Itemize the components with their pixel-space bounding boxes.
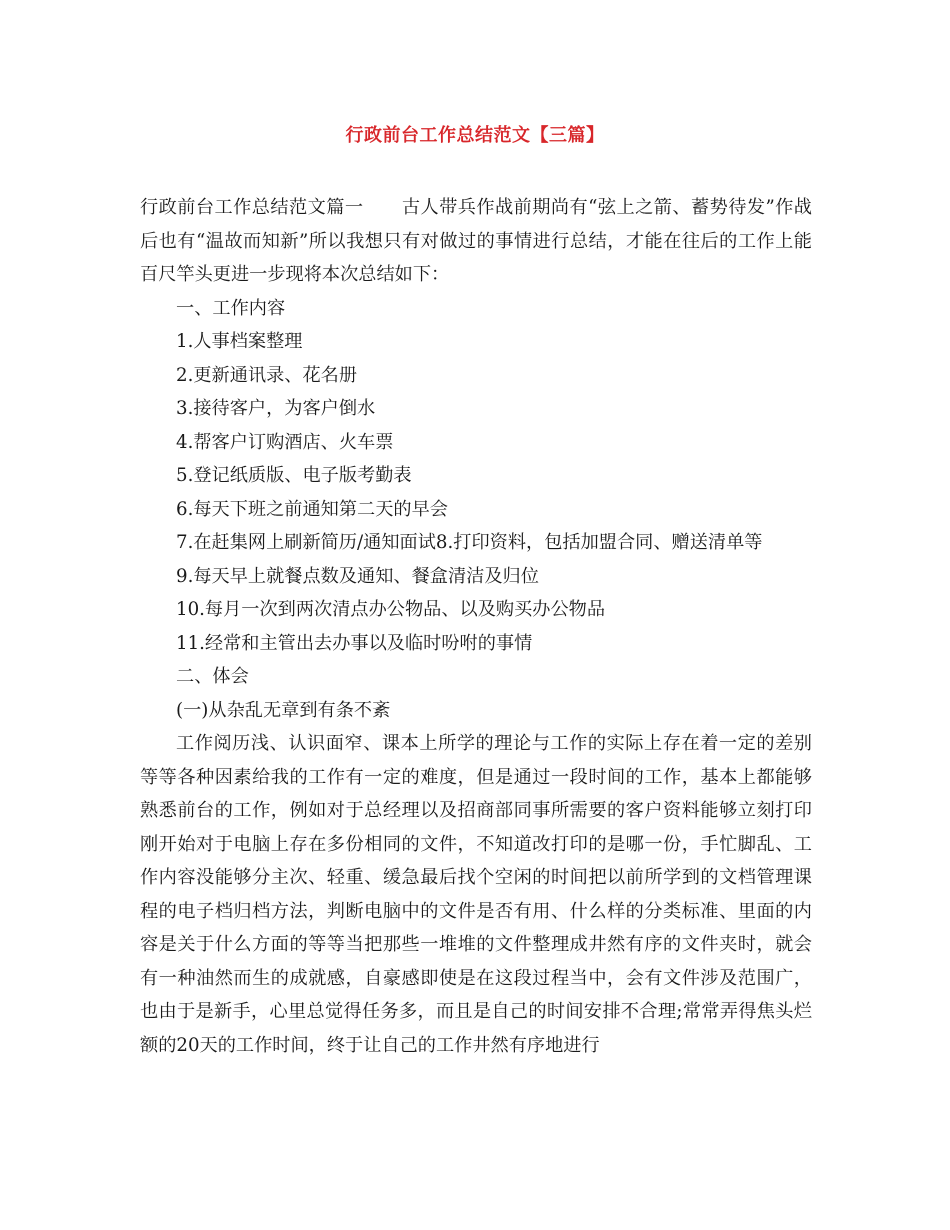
list-item: 3.接待客户，为客户倒水 [176, 398, 376, 419]
list-item: 10.每月一次到两次清点办公物品、以及购买办公物品 [176, 599, 606, 620]
list-item: 7.在赶集网上刷新简历/通知面试8.打印资料，包括加盟合同、赠送清单等 [176, 532, 763, 553]
document-body [140, 191, 812, 1062]
list-item: 4.帮客户订购酒店、火车票 [176, 431, 394, 453]
list-item: 11.经常和主管出去办事以及临时吩咐的事情 [176, 632, 533, 654]
intro-text: 古人带兵作战前期尚有“弦上之箭、蓄势待发”作战后也有“温故而知新”所以我想只有对做过的事情进行总结，才能在往后的工作上能百尺竿头更进一步现将本次总结如下： [140, 197, 812, 285]
intro-paragraph [140, 191, 812, 292]
list-item: 1.人事档案整理 [176, 331, 303, 352]
subsection-heading: (一)从杂乱无章到有条不紊 [176, 699, 391, 721]
intro-label: 行政前台工作总结范文篇一 [140, 197, 364, 218]
list-item: 6.每天下班之前通知第二天的早会 [176, 498, 448, 520]
section-heading-work-content: 一、工作内容 [176, 297, 286, 319]
body-paragraph: 工作阅历浅、认识面窄、课本上所学的理论与工作的实际上存在着一定的差别等等各种因素给我的工作有一定的难度，但是通过一段时间的工作，基本上都能够熟悉前台的工作，例如对于总经理以及招商部同事所需要的客户资料能够立刻打印刚开始对于电脑上存在多份相同的文件，不知道改打印的是哪一份，手忙脚乱、工作内容没能够分主次、轻重、缓急最后找个空闲的时间把以前所学到的文档管理课程的电子档归档方法，判断电脑中的文件是否有用、什么样的分类标准、里面的内容是关于什么方面的等等当把那些一堆堆的文件整理成井然有序的文件夹时，就会有一种油然而生的成就感，自豪感即使是在这段过程当中，会有文件涉及范围广，也由于是新手，心里总觉得任务多，而且是自己的时间安排不合理;常常弄得焦头烂额的20天的工作时间，终于让自己的工作井然有序地进行 [140, 733, 812, 1056]
list-item: 9.每天早上就餐点数及通知、餐盒清洁及归位 [176, 565, 539, 587]
section-heading-experience: 二、体会 [176, 666, 249, 687]
document-title: 行政前台工作总结范文【三篇】 [345, 125, 605, 146]
list-item: 5.登记纸质版、电子版考勤表 [176, 465, 412, 486]
list-item: 2.更新通讯录、花名册 [176, 364, 358, 386]
